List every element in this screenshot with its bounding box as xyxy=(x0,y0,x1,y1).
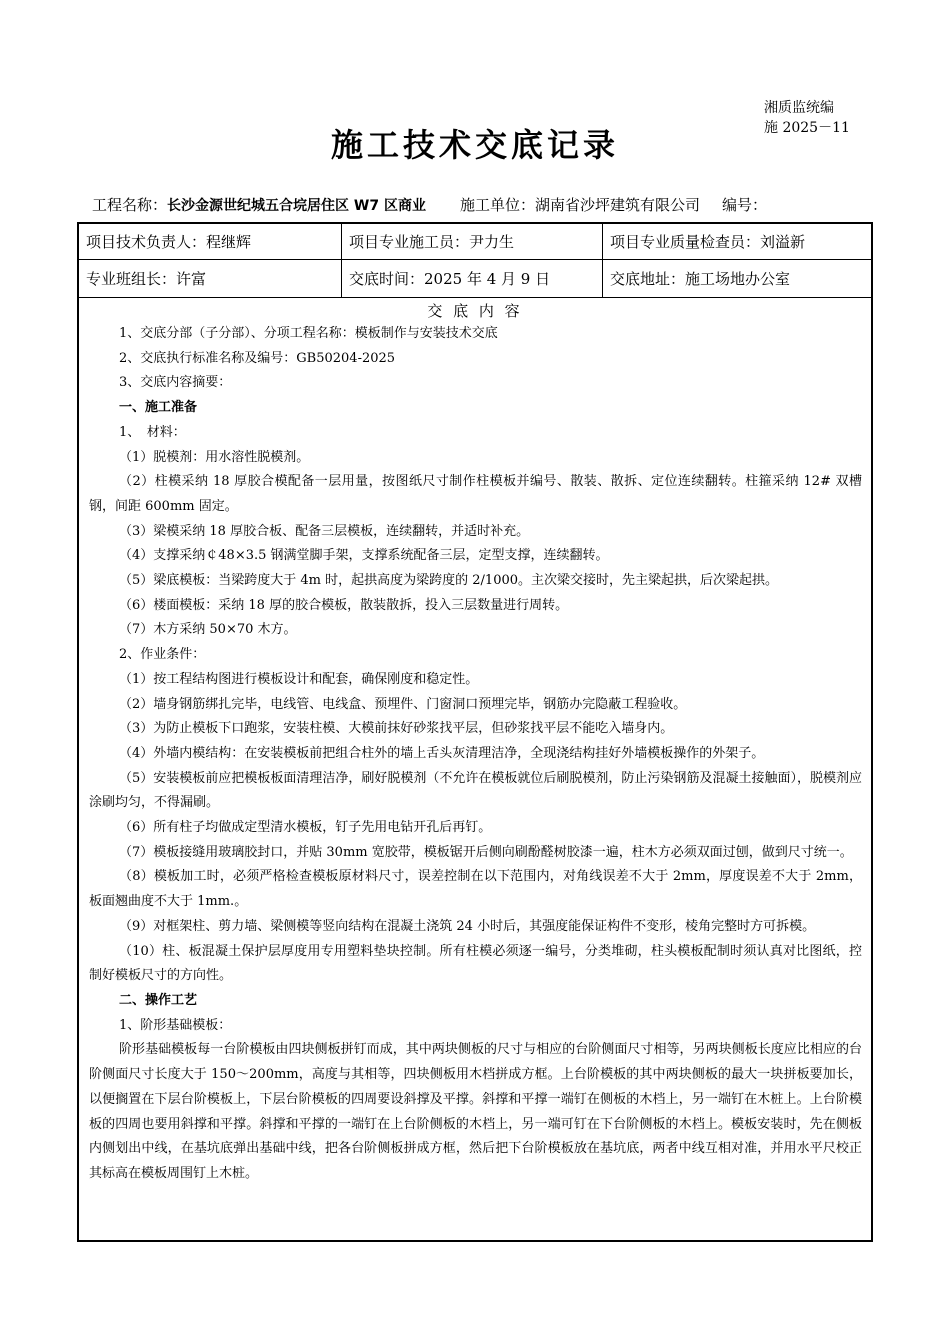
content-paragraph: 3、交底内容摘要： xyxy=(119,375,232,391)
construction-unit-label: 施工单位： xyxy=(459,196,535,214)
header-row-1 xyxy=(79,224,871,260)
construction-unit-value: 湖南省沙坪建筑有限公司 xyxy=(534,196,700,214)
form-code-line-2: 施 2025－11 xyxy=(764,120,850,136)
document-title: 施工技术交底记录 xyxy=(330,126,619,164)
record-table xyxy=(77,222,873,1242)
content-paragraph: （4）支撑采纳￠48×3.5 钢满堂脚手架，支撑系统配备三层，定型支撑，连续翻转。 xyxy=(119,548,609,564)
header-row-2 xyxy=(79,260,871,298)
content-paragraphs xyxy=(79,322,871,1187)
content-paragraph: 1、 材料： xyxy=(119,424,186,440)
content-paragraph: （7）木方采纳 50×70 木方。 xyxy=(119,622,297,638)
project-info-line xyxy=(92,194,767,217)
document-number-label: 编号： xyxy=(721,196,767,214)
briefing-location-cell: 交底地址：施工场地办公室 xyxy=(610,270,791,288)
content-paragraph: 2、作业条件： xyxy=(119,647,206,663)
briefing-time-cell: 交底时间：2025 年 4 月 9 日 xyxy=(342,260,603,297)
content-paragraph: （9）对框架柱、剪力墙、梁侧模等竖向结构在混凝土浇筑 24 小时后，其强度能保证构件不变形，棱角完整时方可拆模。 xyxy=(119,918,816,934)
quality-inspector-cell: 项目专业质量检查员：刘溢新 xyxy=(610,233,806,251)
team-leader-cell: 专业班组长：许富 xyxy=(79,260,342,297)
content-paragraph: （6）楼面模板：采纳 18 厚的胶合模板，散装散拆，投入三层数量进行周转。 xyxy=(119,597,569,613)
content-paragraph: （2）柱模采纳 18 厚胶合模配备一层用量，按图纸尺寸制作柱模板并编号、散装、散拆、定位连续翻转。柱箍采纳 12# 双槽钢，间距 600mm 固定。 xyxy=(89,474,862,514)
content-paragraph: （4）外墙内模结构：在安装模板前把组合柱外的墙上舌头灰清理洁净，全现浇结构挂好外墙模板操作的外架子。 xyxy=(119,745,765,761)
content-paragraph: （3）梁模采纳 18 厚胶合板、配备三层模板，连续翻转，并适时补充。 xyxy=(119,523,530,539)
project-name-value: 长沙金源世纪城五合垸居住区 W7 区商业 xyxy=(167,198,426,214)
content-paragraph: （5）安装模板前应把模板板面清理洁净，刷好脱模剂（不允许在模板就位后刷脱模剂，防止污染钢筋及混凝土接触面），脱模剂应涂刷均匀，不得漏刷。 xyxy=(89,770,862,811)
form-code-line-1: 湘质监统编 xyxy=(764,100,834,116)
section-heading: 二、操作工艺 xyxy=(119,992,198,1008)
content-paragraph: 1、阶形基础模板： xyxy=(119,1017,232,1033)
content-paragraph: 2、交底执行标准名称及编号：GB50204-2025 xyxy=(119,350,396,366)
content-paragraph: （1）脱模剂：用水溶性脱模剂。 xyxy=(119,449,310,465)
content-paragraph: （2）墙身钢筋绑扎完毕，电线管、电线盒、预埋件、门窗洞口预埋完毕，钢筋办完隐蔽工程验收。 xyxy=(119,696,687,712)
content-paragraph: （6）所有柱子均做成定型清水模板，钉子先用电钻开孔后再钉。 xyxy=(119,820,492,836)
site-engineer-cell: 项目专业施工员：尹力生 xyxy=(342,224,603,259)
content-paragraph: （8）模板加工时，必须严格检查模板原材料尺寸，误差控制在以下范围内，对角线误差不大于 2mm，厚度误差不大于 2mm，板面翘曲度不大于 1mm.。 xyxy=(89,869,862,910)
content-paragraph: （7）模板接缝用玻璃胶封口，并贴 30mm 宽胶带，模板锯开后侧向刷酚醛树胶漆一遍，柱木方必须双面过刨，做到尺寸统一。 xyxy=(119,844,853,860)
content-paragraph: 阶形基础模板每一台阶模板由四块侧板拼钉而成，其中两块侧板的尺寸与相应的台阶侧面尺寸相等，另两块侧板长度应比相应的台阶侧面尺寸长度大于 150～200mm，高度与其相等，四块侧板用木档拼成方框。上台阶模板的其中两块侧板的最大一块拼板要加长，以便搁置在下层台阶模板上，下层台阶模板的四周要设斜撑及平撑。斜撑和平撑一端钉在侧板的木档上，另一端钉在木桩上。上台阶模板的四周也要用斜撑和平撑。斜撑和平撑的一端钉在上台阶侧板的木档上，另一端可钉在下台阶侧板的木档上。模板安装时，先在侧板内侧划出中线，在基坑底弹出基础中线，把各台阶侧板拼成方框，然后把下台阶模板放在基坑底，两者中线互相对准，并用水平尺校正其标高在模板周围钉上木桩。 xyxy=(89,1042,862,1181)
tech-lead-cell: 项目技术负责人：程继辉 xyxy=(79,224,342,259)
section-heading: 一、施工准备 xyxy=(119,400,198,416)
content-paragraph: （1）按工程结构图进行模板设计和配套，确保刚度和稳定性。 xyxy=(119,671,479,687)
content-paragraph: （3）为防止模板下口跑浆，安装柱模、大模前抹好砂浆找平层，但砂浆找平层不能吃入墙身内。 xyxy=(119,721,674,737)
project-name-label: 工程名称： xyxy=(92,196,168,214)
briefing-content xyxy=(79,298,871,1187)
content-title: 交 底 内 容 xyxy=(427,302,523,320)
content-paragraph: 1、交底分部（子分部）、分项工程名称：模板制作与安装技术交底 xyxy=(119,326,498,341)
content-paragraph: （5）梁底模板：当梁跨度大于 4m 时，起拱高度为梁跨度的 2/1000。主次梁交接时，先主梁起拱，后次梁起拱。 xyxy=(119,573,779,589)
content-paragraph: （10）柱、板混凝土保护层厚度用专用塑料垫块控制。所有柱模必须逐一编号，分类堆砌，柱头模板配制时须认真对比图纸，控制好模板尺寸的方向性。 xyxy=(89,943,862,984)
